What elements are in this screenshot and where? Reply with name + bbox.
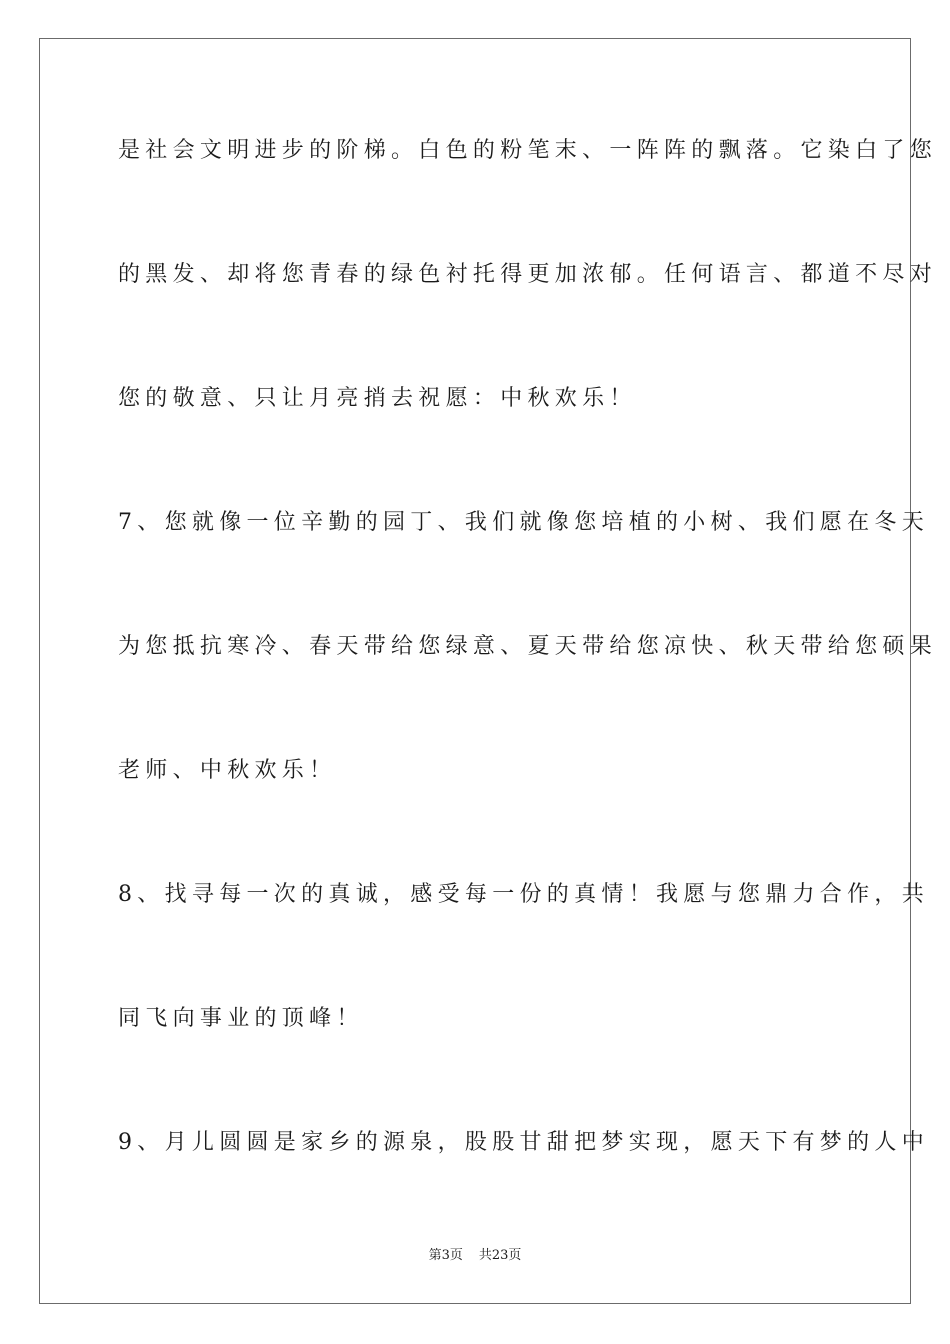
page-footer — [0, 1247, 950, 1265]
text-line-1: 是社会文明进步的阶梯。白色的粉笔末、一阵阵的飘落。它染白了您 — [118, 138, 938, 163]
page-number: 第3页 — [428, 1248, 463, 1263]
text-line-2: 的黑发、却将您青春的绿色衬托得更加浓郁。任何语言、都道不尽对 — [118, 262, 938, 287]
text-line-8: 同飞向事业的顶峰！ — [118, 1006, 364, 1031]
text-line-9: 9、月儿圆圆是家乡的源泉，股股甘甜把梦实现，愿天下有梦的人中 — [118, 1130, 929, 1155]
text-line-4: 7、您就像一位辛勤的园丁、我们就像您培植的小树、我们愿在冬天 — [118, 510, 929, 535]
text-line-6: 老师、中秋欢乐！ — [118, 758, 337, 783]
text-line-3: 您的敬意、只让月亮捎去祝愿：中秋欢乐！ — [118, 386, 637, 411]
page-border — [39, 38, 938, 1304]
text-line-7: 8、找寻每一次的真诚，感受每一份的真情！我愿与您鼎力合作，共 — [118, 882, 929, 907]
page-total: 共23页 — [478, 1248, 522, 1263]
text-line-5: 为您抵抗寒冷、春天带给您绿意、夏天带给您凉快、秋天带给您硕果 — [118, 634, 938, 659]
